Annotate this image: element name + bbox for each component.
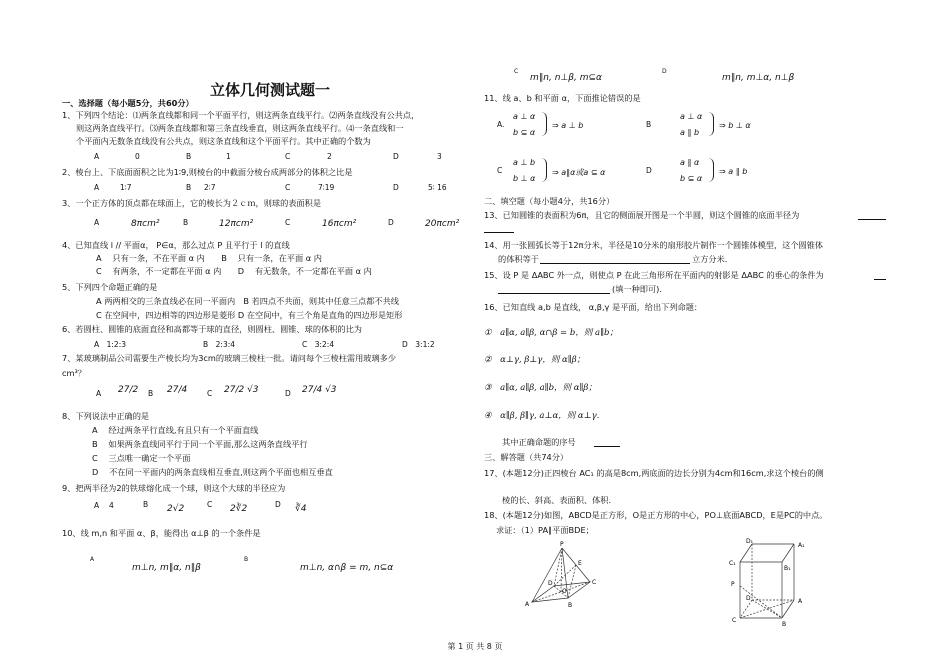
fig1-label-c: C [592,579,597,586]
fig2-label-c: C [732,617,737,624]
fig1-label-b: B [568,602,573,609]
fig2-label-a: A [798,598,803,605]
section-answer: 三、解答题（共74分） [484,452,569,462]
fig2-label-p: P [731,581,735,588]
section-fill: 二、填空题（每小题4分，共16分） [484,196,615,206]
prism-figure [728,538,818,628]
fig1-label-d: D [548,580,553,587]
fig2-label-b1: B₁ [784,565,791,572]
fig2-label-d: D [746,595,751,602]
fig1-label-a: A [525,601,530,608]
page-title: 立体几何测试题一 [210,81,331,99]
fig2-label-c1: C₁ [729,560,736,567]
fig2-label-d1: D₁ [746,538,754,545]
fig1-label-p: P [560,541,564,548]
fig2-label-a1: A₁ [798,542,805,549]
page-footer: 第 1 页 共 8 页 [447,642,503,651]
fig2-label-b: B [782,621,787,628]
section-choice: 一、选择题（每小题5分，共60分） [62,98,194,108]
fig1-label-o: O [562,588,567,595]
pyramid-figure [520,540,610,610]
fig1-label-e: E [578,560,582,567]
